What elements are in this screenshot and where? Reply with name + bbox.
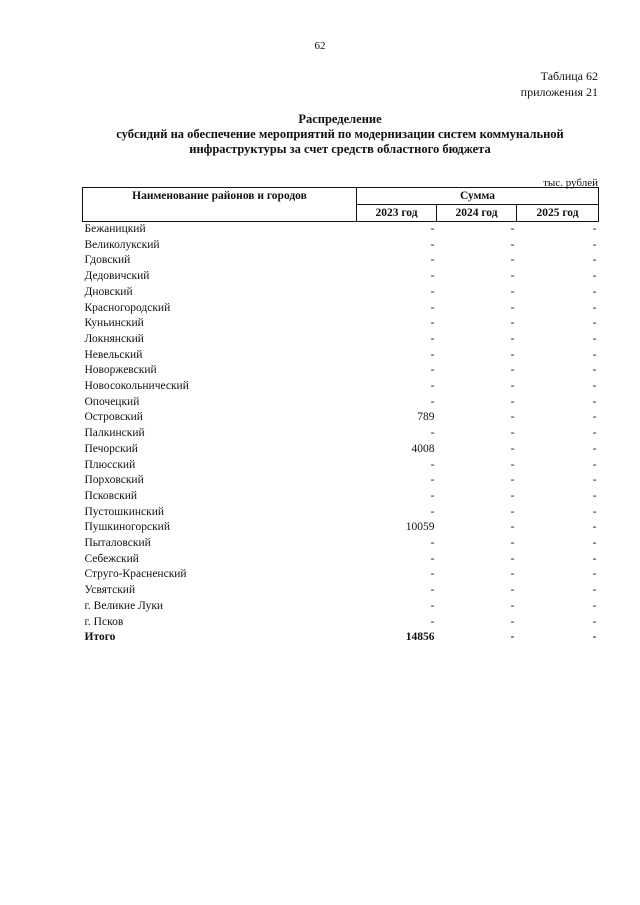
value-2024-cell: - bbox=[510, 474, 515, 487]
district-name-cell: г. Великие Луки bbox=[84, 599, 164, 612]
value-2023-cell: 10059 bbox=[405, 521, 435, 534]
district-name-cell: Себежский bbox=[84, 552, 139, 565]
value-2024-cell: - bbox=[510, 395, 515, 408]
district-name-cell: Великолукский bbox=[84, 238, 160, 251]
table-row bbox=[83, 348, 599, 364]
value-2025-cell: - bbox=[592, 631, 597, 644]
district-name-cell: Итого bbox=[84, 631, 116, 644]
table-row bbox=[83, 520, 599, 536]
table-row bbox=[83, 285, 599, 301]
value-2024-cell: - bbox=[510, 317, 515, 330]
title-line3: инфраструктуры за счет средств областного бюджета bbox=[189, 142, 491, 156]
value-2024-cell: - bbox=[510, 521, 515, 534]
value-2025-cell: - bbox=[592, 238, 597, 251]
value-2024-cell: - bbox=[510, 489, 515, 502]
district-name-cell: Дедовичский bbox=[84, 270, 150, 283]
district-name-cell: Островский bbox=[84, 411, 143, 424]
district-name-cell: Красногородский bbox=[84, 301, 171, 314]
header-year-2025: 2025 год bbox=[517, 205, 599, 222]
table-row bbox=[83, 269, 599, 285]
table-row bbox=[83, 301, 599, 317]
value-2024-cell: - bbox=[510, 254, 515, 267]
table-row bbox=[83, 473, 599, 489]
value-2025-cell: - bbox=[592, 411, 597, 424]
district-name-cell: Усвятский bbox=[84, 584, 136, 597]
value-2024-cell: - bbox=[510, 505, 515, 518]
value-2024-cell: - bbox=[510, 301, 515, 314]
table-row bbox=[83, 379, 599, 395]
value-2025-cell: - bbox=[592, 348, 597, 361]
table-row bbox=[83, 410, 599, 426]
district-name-cell: Бежаницкий bbox=[84, 223, 146, 235]
district-name-cell: Новоржевский bbox=[84, 364, 157, 377]
district-name-cell: Невельский bbox=[84, 348, 143, 361]
value-2023-cell: - bbox=[430, 364, 435, 377]
value-2023-cell: - bbox=[430, 238, 435, 251]
value-2024-cell: - bbox=[510, 348, 515, 361]
header-sum: Сумма bbox=[357, 188, 599, 205]
value-2024-cell: - bbox=[510, 427, 515, 440]
value-2023-cell: - bbox=[430, 458, 435, 471]
table-header bbox=[83, 188, 599, 222]
table-row bbox=[83, 458, 599, 474]
value-2023-cell: - bbox=[430, 395, 435, 408]
value-2025-cell: - bbox=[592, 427, 597, 440]
value-2025-cell: - bbox=[592, 442, 597, 455]
title-line1: Распределение bbox=[298, 112, 382, 126]
value-2023-cell: 789 bbox=[417, 411, 435, 424]
value-2023-cell: - bbox=[430, 285, 435, 298]
value-2025-cell: - bbox=[592, 332, 597, 345]
value-2025-cell: - bbox=[592, 223, 597, 235]
district-name-cell: Куньинский bbox=[84, 317, 144, 330]
value-2025-cell: - bbox=[592, 285, 597, 298]
district-name-cell: Новосокольнический bbox=[84, 380, 189, 393]
value-2023-cell: - bbox=[430, 270, 435, 283]
table-row bbox=[83, 599, 599, 615]
value-2025-cell: - bbox=[592, 364, 597, 377]
value-2023-cell: - bbox=[430, 348, 435, 361]
subsidy-table-container bbox=[82, 187, 598, 646]
table-row bbox=[83, 536, 599, 552]
value-2024-cell: - bbox=[510, 615, 515, 628]
district-name-cell: Пушкиногорский bbox=[84, 521, 170, 534]
value-2025-cell: - bbox=[592, 317, 597, 330]
table-row bbox=[83, 426, 599, 442]
value-2024-cell: - bbox=[510, 380, 515, 393]
value-2025-cell: - bbox=[592, 599, 597, 612]
district-name-cell: Печорский bbox=[84, 442, 138, 455]
table-row bbox=[83, 332, 599, 348]
value-2023-cell: - bbox=[430, 568, 435, 581]
value-2023-cell: - bbox=[430, 427, 435, 440]
table-row bbox=[83, 615, 599, 631]
document-title bbox=[80, 112, 600, 157]
value-2023-cell: - bbox=[430, 317, 435, 330]
table-body bbox=[83, 222, 599, 646]
table-row bbox=[83, 505, 599, 521]
table-row bbox=[83, 253, 599, 269]
header-year-2024: 2024 год bbox=[437, 205, 517, 222]
unit-note: тыс. рублей bbox=[543, 177, 598, 189]
value-2025-cell: - bbox=[592, 254, 597, 267]
district-name-cell: Палкинский bbox=[84, 427, 145, 440]
value-2025-cell: - bbox=[592, 270, 597, 283]
value-2025-cell: - bbox=[592, 521, 597, 534]
subsidy-table bbox=[82, 187, 599, 646]
district-name-cell: Дновский bbox=[84, 285, 133, 298]
value-2024-cell: - bbox=[510, 568, 515, 581]
value-2024-cell: - bbox=[510, 552, 515, 565]
value-2025-cell: - bbox=[592, 537, 597, 550]
value-2025-cell: - bbox=[592, 584, 597, 597]
header-name: Наименование районов и городов bbox=[83, 188, 357, 222]
value-2025-cell: - bbox=[592, 380, 597, 393]
value-2024-cell: - bbox=[510, 631, 515, 644]
table-row bbox=[83, 552, 599, 568]
title-line2: субсидий на обеспечение мероприятий по модернизации систем коммунальной bbox=[116, 127, 564, 141]
value-2024-cell: - bbox=[510, 537, 515, 550]
table-row bbox=[83, 395, 599, 411]
value-2023-cell: - bbox=[430, 552, 435, 565]
district-name-cell: Плюсский bbox=[84, 458, 136, 471]
district-name-cell: Порховский bbox=[84, 474, 144, 487]
value-2024-cell: - bbox=[510, 223, 515, 235]
district-name-cell: г. Псков bbox=[84, 615, 124, 628]
value-2025-cell: - bbox=[592, 474, 597, 487]
table-row bbox=[83, 489, 599, 505]
district-name-cell: Локнянский bbox=[84, 332, 144, 345]
value-2024-cell: - bbox=[510, 458, 515, 471]
district-name-cell: Псковский bbox=[84, 489, 138, 502]
value-2023-cell: - bbox=[430, 615, 435, 628]
value-2024-cell: - bbox=[510, 285, 515, 298]
table-row bbox=[83, 567, 599, 583]
table-row bbox=[83, 442, 599, 458]
value-2024-cell: - bbox=[510, 599, 515, 612]
header-year-2023: 2023 год bbox=[357, 205, 437, 222]
district-name-cell: Гдовский bbox=[84, 254, 131, 267]
district-name-cell: Пыталовский bbox=[84, 537, 151, 550]
table-row bbox=[83, 363, 599, 379]
value-2023-cell: - bbox=[430, 474, 435, 487]
value-2024-cell: - bbox=[510, 442, 515, 455]
value-2024-cell: - bbox=[510, 332, 515, 345]
value-2025-cell: - bbox=[592, 552, 597, 565]
table-reference-line2: приложения 21 bbox=[520, 85, 598, 99]
value-2025-cell: - bbox=[592, 568, 597, 581]
value-2023-cell: - bbox=[430, 599, 435, 612]
value-2023-cell: - bbox=[430, 380, 435, 393]
value-2023-cell: - bbox=[430, 301, 435, 314]
value-2023-cell: - bbox=[430, 223, 435, 235]
page-number: 62 bbox=[314, 40, 326, 52]
value-2023-cell: - bbox=[430, 537, 435, 550]
value-2024-cell: - bbox=[510, 270, 515, 283]
value-2024-cell: - bbox=[510, 238, 515, 251]
value-2023-cell: 4008 bbox=[411, 442, 435, 455]
value-2024-cell: - bbox=[510, 364, 515, 377]
value-2024-cell: - bbox=[510, 584, 515, 597]
table-reference-line1: Таблица 62 bbox=[540, 69, 598, 83]
value-2024-cell: - bbox=[510, 411, 515, 424]
value-2025-cell: - bbox=[592, 615, 597, 628]
value-2023-cell: - bbox=[430, 254, 435, 267]
value-2025-cell: - bbox=[592, 458, 597, 471]
table-row bbox=[83, 583, 599, 599]
table-reference bbox=[521, 68, 598, 100]
district-name-cell: Струго-Красненский bbox=[84, 568, 187, 581]
district-name-cell: Пустошкинский bbox=[84, 505, 165, 518]
value-2025-cell: - bbox=[592, 489, 597, 502]
value-2023-cell: - bbox=[430, 584, 435, 597]
value-2025-cell: - bbox=[592, 301, 597, 314]
value-2025-cell: - bbox=[592, 505, 597, 518]
value-2023-cell: - bbox=[430, 332, 435, 345]
value-2023-cell: - bbox=[430, 489, 435, 502]
total-row bbox=[83, 630, 599, 646]
table-row bbox=[83, 222, 599, 238]
value-2023-cell: - bbox=[430, 505, 435, 518]
table-row bbox=[83, 316, 599, 332]
table-row bbox=[83, 238, 599, 254]
district-name-cell: Опочецкий bbox=[84, 395, 140, 408]
value-2023-cell: 14856 bbox=[405, 631, 435, 644]
value-2025-cell: - bbox=[592, 395, 597, 408]
